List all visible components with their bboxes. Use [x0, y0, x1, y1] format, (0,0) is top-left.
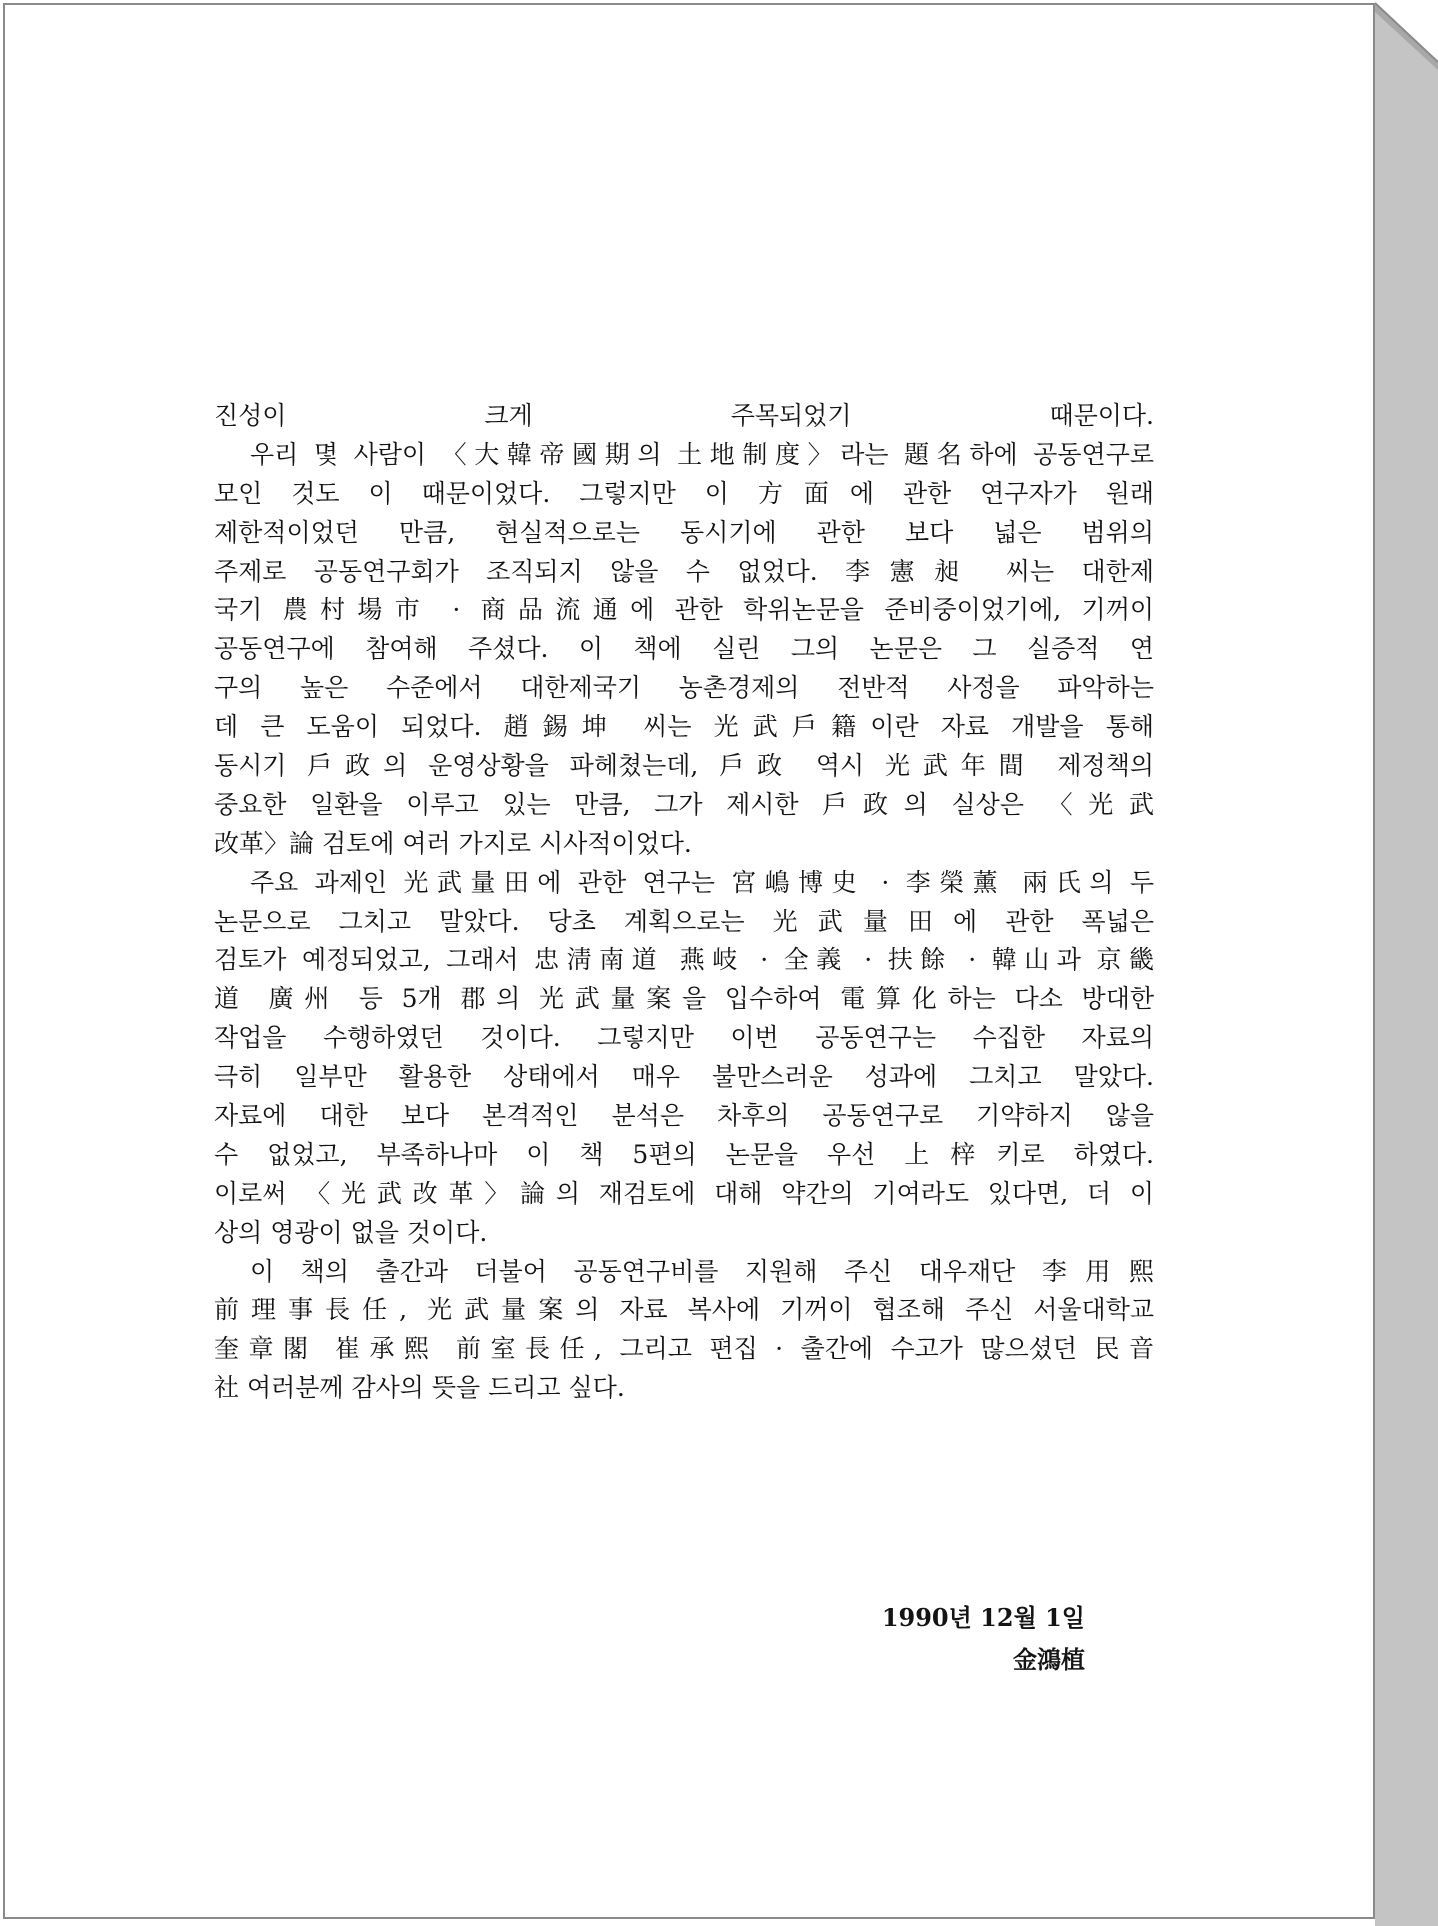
text-line: 국기 農村場市 · 商品流通에 관한 학위논문을 준비중이었기에, 기꺼이: [214, 595, 1154, 625]
text-line: 작업을 수행하였던 것이다. 그렇지만 이번 공동연구는 수집한 자료의: [214, 1023, 1154, 1053]
text-line: 진성이 크게 주목되었기 때문이다.: [214, 401, 1154, 430]
text-line: 社 여러분께 감사의 뜻을 드리고 싶다.: [214, 1373, 625, 1403]
text-line: 수 없었고, 부족하나마 이 책 5편의 논문을 우선 上梓키로 하였다.: [214, 1139, 1154, 1169]
text-line: 제한적이었던 만큼, 현실적으로는 동시기에 관한 보다 넓은 범위의: [214, 517, 1154, 547]
preface-body: [214, 397, 1154, 1408]
text-line: 동시기 戶政의 운영상황을 파헤쳤는데, 戶政 역시 光武年間 제정책의: [214, 751, 1154, 781]
text-line: 주제로 공동연구회가 조직되지 않을 수 없었다. 李憲昶 씨는 대한제: [214, 556, 1154, 586]
text-line: 이 책의 출간과 더불어 공동연구비를 지원해 주신 대우재단 李用熙: [250, 1256, 1154, 1286]
text-line: 중요한 일환을 이루고 있는 만큼, 그가 제시한 戶政의 실상은 〈光武: [214, 789, 1154, 819]
text-line: 前理事長任, 光武量案의 자료 복사에 기꺼이 협조해 주신 서울대학교: [214, 1295, 1154, 1325]
text-line: 자료에 대한 보다 본격적인 분석은 차후의 공동연구로 기약하지 않을: [214, 1101, 1154, 1131]
text-line: 논문으로 그치고 말았다. 당초 계획으로는 光武量田에 관한 폭넓은: [214, 906, 1154, 936]
text-line: 데 큰 도움이 되었다. 趙錫坤 씨는 光武戶籍이란 자료 개발을 통해: [214, 712, 1154, 742]
text-line: 상의 영광이 없을 것이다.: [214, 1217, 488, 1247]
text-line: 우리 몇 사람이 〈大韓帝國期의 土地制度〉라는 題名하에 공동연구로: [250, 439, 1154, 469]
text-line: 改革〉論 검토에 여러 가지로 시사적이었다.: [214, 828, 692, 858]
text-line: 구의 높은 수준에서 대한제국기 농촌경제의 전반적 사정을 파악하는: [214, 673, 1154, 703]
text-line: 극히 일부만 활용한 상태에서 매우 불만스러운 성과에 그치고 말았다.: [214, 1062, 1154, 1092]
text-line: 이로써 〈光武改革〉論의 재검토에 대해 약간의 기여라도 있다면, 더 이: [214, 1178, 1154, 1208]
text-line: 道 廣州 등 5개 郡의 光武量案을 입수하여 電算化하는 다소 방대한: [214, 984, 1154, 1014]
text-line: 주요 과제인 光武量田에 관한 연구는 宮嶋博史 · 李榮薰 兩氏의 두: [250, 867, 1154, 897]
signature-name: 金鴻植: [1013, 1645, 1085, 1674]
signature-date: 1990년 12월 1일: [881, 1603, 1085, 1632]
text-line: 공동연구에 참여해 주셨다. 이 책에 실린 그의 논문은 그 실증적 연: [214, 634, 1154, 664]
text-line: 검토가 예정되었고, 그래서 忠淸南道 燕岐 · 全義 · 扶餘 · 韓山과 京畿: [214, 945, 1154, 975]
text-line: 모인 것도 이 때문이었다. 그렇지만 이 方面에 관한 연구자가 원래: [214, 478, 1154, 508]
text-line: 奎章閣 崔承熙 前室長任, 그리고 편집 · 출간에 수고가 많으셨던 民音: [214, 1334, 1154, 1364]
